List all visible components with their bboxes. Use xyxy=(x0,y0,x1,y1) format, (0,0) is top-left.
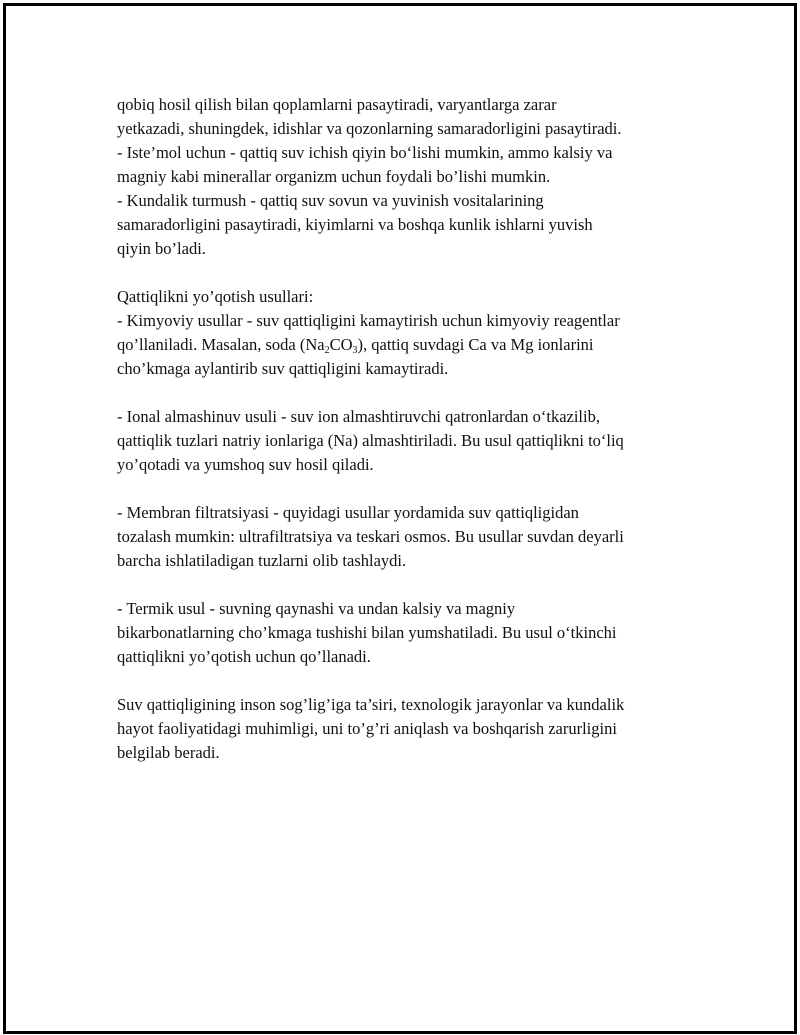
text-line: qattiqlik tuzlari natriy ionlariga (Na) almashtiriladi. Bu usul qattiqlikni to‘liq xyxy=(117,431,624,450)
text-line: - Membran filtratsiyasi - quyidagi usullar yordamida suv qattiqligidan xyxy=(117,503,579,522)
text-line: qiyin bo’ladi. xyxy=(117,239,206,258)
text-line: - Iste’mol uchun - qattiq suv ichish qiyin bo‘lishi mumkin, ammo kalsiy va xyxy=(117,143,613,162)
text-line: cho’kmaga aylantirib suv qattiqligini kamaytiradi. xyxy=(117,359,449,378)
text-line: bikarbonatlarning cho’kmaga tushishi bilan yumshatiladi. Bu usul o‘tkinchi xyxy=(117,623,617,642)
text-line: barcha ishlatiladigan tuzlarni olib tashlaydi. xyxy=(117,551,407,570)
conclusion-paragraph xyxy=(117,693,697,765)
paragraph-gap xyxy=(117,261,697,285)
text-line: yetkazadi, shuningdek, idishlar va qozonlarning samaradorligini pasaytiradi. xyxy=(117,119,622,138)
text-line: - Ional almashinuv usuli - suv ion almashtiruvchi qatronlardan o‘tkazilib, xyxy=(117,407,600,426)
methods-section xyxy=(117,285,697,381)
paragraph-gap xyxy=(117,477,697,501)
text-line: tozalash mumkin: ultrafiltratsiya va teskari osmos. Bu usullar suvdan deyarli xyxy=(117,527,624,546)
thermal-paragraph xyxy=(117,597,697,669)
text-line: yo’qotadi va yumshoq suv hosil qiladi. xyxy=(117,455,374,474)
ion-exchange-paragraph xyxy=(117,405,697,477)
paragraph-gap xyxy=(117,381,697,405)
text-segment: ), qattiq suvdagi Ca va Mg ionlarini xyxy=(357,335,594,354)
document-body xyxy=(117,93,697,765)
subscript: 2 xyxy=(324,345,330,356)
text-line: - Kundalik turmush - qattiq suv sovun va yuvinish vositalarining xyxy=(117,191,544,210)
paragraph-gap xyxy=(117,573,697,597)
chemical-formula-line xyxy=(117,333,697,357)
intro-paragraph xyxy=(117,93,697,261)
text-segment: CO xyxy=(329,335,353,354)
methods-heading: Qattiqlikni yo’qotish usullari: xyxy=(117,287,314,306)
text-line: Suv qattiqligining inson sog’lig’iga ta’siri, texnologik jarayonlar va kundalik xyxy=(117,695,625,714)
text-line: qattiqlikni yo’qotish uchun qo’llanadi. xyxy=(117,647,371,666)
text-line: magniy kabi minerallar organizm uchun foydali bo’lishi mumkin. xyxy=(117,167,551,186)
text-line: samaradorligini pasaytiradi, kiyimlarni va boshqa kunlik ishlarni yuvish xyxy=(117,215,593,234)
text-line: - Termik usul - suvning qaynashi va undan kalsiy va magniy xyxy=(117,599,516,618)
text-line: belgilab beradi. xyxy=(117,743,220,762)
text-line: qobiq hosil qilish bilan qoplamlarni pasaytiradi, varyantlarga zarar xyxy=(117,95,557,114)
text-segment: qo’llaniladi. Masalan, soda (Na xyxy=(117,335,325,354)
subscript: 3 xyxy=(352,345,358,356)
text-line: hayot faoliyatidagi muhimligi, uni to’g’ri aniqlash va boshqarish zarurligini xyxy=(117,719,617,738)
membrane-paragraph xyxy=(117,501,697,573)
paragraph-gap xyxy=(117,669,697,693)
text-line: - Kimyoviy usullar - suv qattiqligini kamaytirish uchun kimyoviy reagentlar xyxy=(117,311,620,330)
